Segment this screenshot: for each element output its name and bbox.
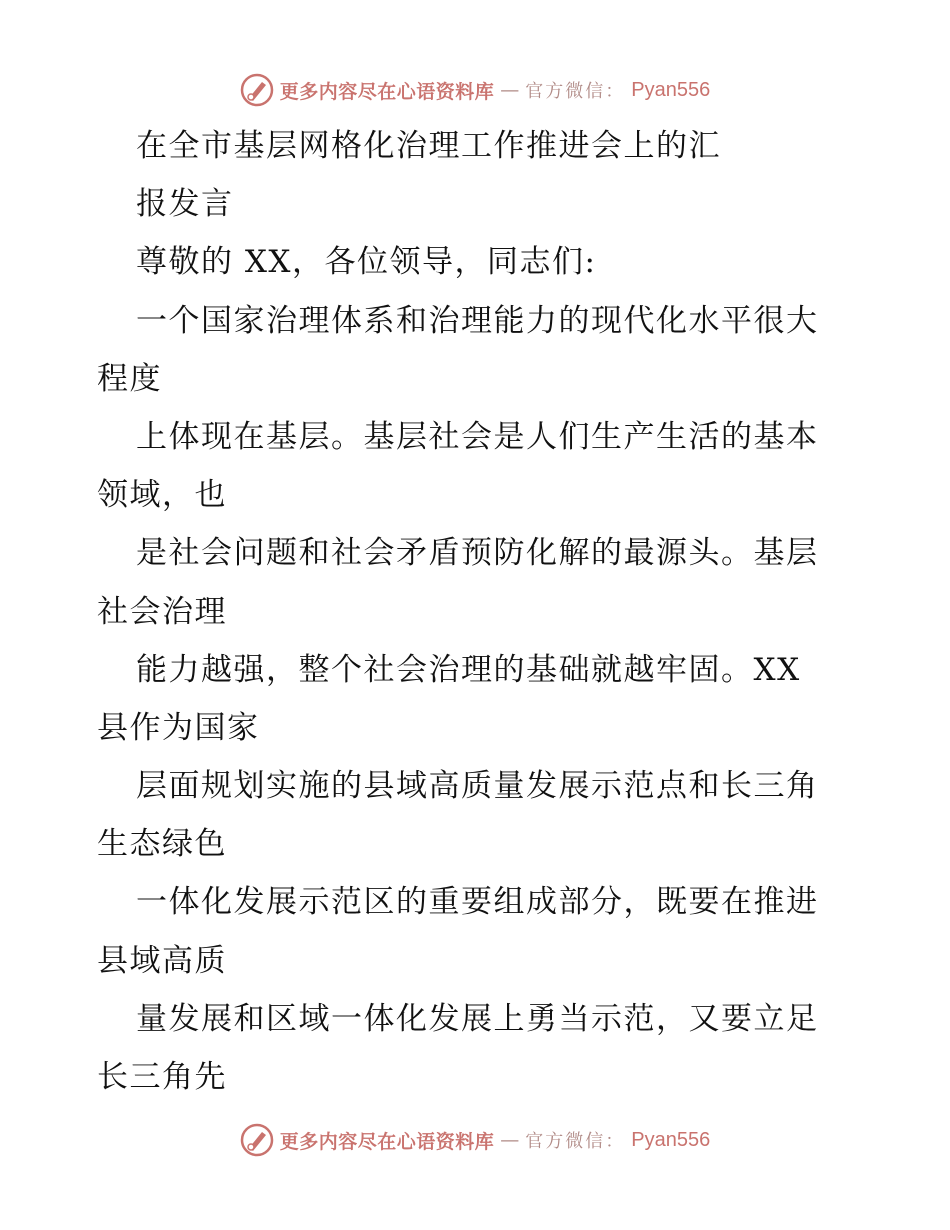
document-line: 尊敬的 XX，各位领导，同志们:	[136, 244, 597, 281]
banner-dash: —	[500, 79, 520, 101]
document-line: 社会治理	[97, 593, 227, 630]
document-line: 是社会问题和社会矛盾预防化解的最源头。基层	[136, 535, 819, 572]
document-line: 县域高质	[97, 942, 227, 979]
banner-brand-text: 更多内容尽在心语资料库	[279, 80, 495, 103]
footer-watermark-banner	[0, 1120, 950, 1160]
header-watermark-banner	[0, 70, 950, 110]
document-line: 量发展和区域一体化发展上勇当示范，又要立足	[136, 1000, 819, 1037]
document-line: 一个国家治理体系和治理能力的现代化水平很大	[136, 302, 819, 339]
banner-brand-text: 更多内容尽在心语资料库	[279, 1130, 495, 1153]
document-line: 报发言	[136, 186, 234, 223]
pen-logo-icon	[240, 73, 274, 107]
document-line: 领域，也	[97, 477, 227, 514]
document-line: 上体现在基层。基层社会是人们生产生活的基本	[136, 418, 819, 455]
banner-wechat-id: Pyan556	[631, 1128, 711, 1151]
banner-official-label: 官方微信：	[525, 81, 626, 102]
pen-logo-icon	[240, 1123, 274, 1157]
banner-dash: —	[500, 1129, 520, 1151]
document-line: 层面规划实施的县域高质量发展示范点和长三角	[136, 768, 819, 805]
document-line: 一体化发展示范区的重要组成部分，既要在推进	[136, 884, 819, 921]
banner-official-label: 官方微信：	[525, 1131, 626, 1152]
document-body	[97, 117, 857, 1106]
document-line: 生态绿色	[97, 826, 227, 863]
document-line: 程度	[97, 360, 162, 397]
document-line: 在全市基层网格化治理工作推进会上的汇	[136, 128, 721, 164]
document-line: 县作为国家	[97, 709, 260, 746]
document-line: 长三角先	[97, 1059, 227, 1095]
banner-wechat-id: Pyan556	[631, 78, 711, 101]
document-line: 能力越强，整个社会治理的基础就越牢固。XX	[136, 651, 801, 688]
